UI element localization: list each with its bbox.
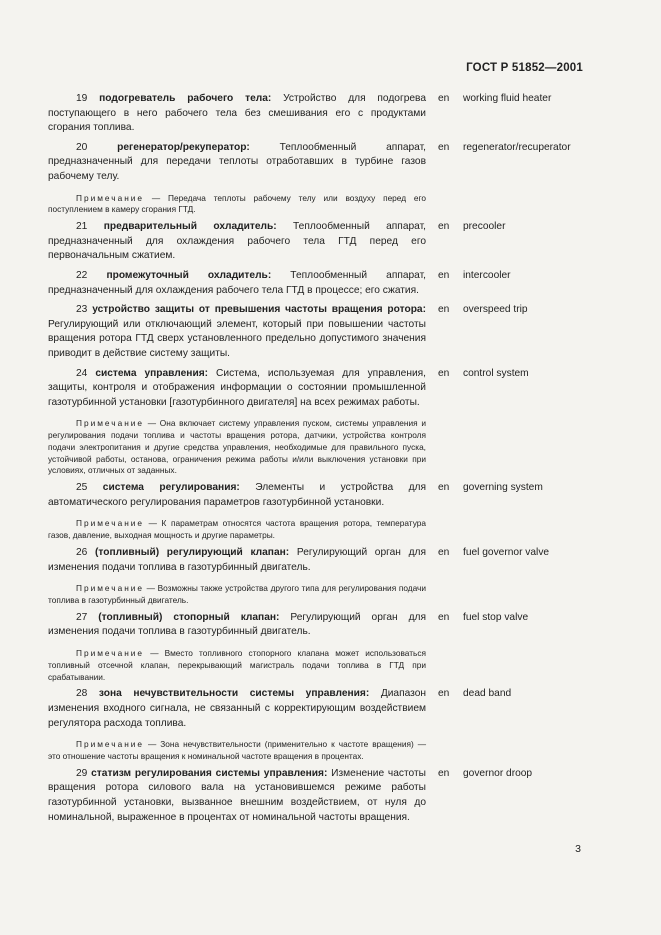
term-text: Регулирующий орган для изменения подачи топлива в газотурбинный двигатель.: [48, 611, 426, 638]
term-name: промежуточный охладитель:: [106, 269, 272, 281]
term-definition: [48, 611, 426, 640]
term-entry: [48, 546, 608, 575]
term-text: Теплообменный аппарат, предназначенный для охлаждения рабочего тела ГТД перед его первоначальным сжатием.: [48, 221, 426, 262]
term-definition: [48, 269, 426, 298]
language-code: en: [438, 141, 450, 153]
note-label: Примечание: [76, 192, 145, 203]
term-number: 27: [76, 611, 88, 623]
term-name: зона нечувствительности системы управления:: [98, 688, 370, 700]
terms-list: [48, 92, 608, 830]
term-name: регенератор/рекуператор:: [117, 141, 250, 153]
english-equivalent: intercooler: [463, 269, 511, 281]
note: [48, 583, 426, 607]
term-number: 22: [76, 269, 88, 281]
english-equivalent: governor droop: [463, 767, 533, 779]
term-number: 24: [76, 367, 88, 379]
term-entry: [48, 687, 608, 731]
english-equivalent: control system: [463, 367, 529, 379]
term-name: устройство защиты от превышения частоты вращения ротора:: [92, 304, 426, 316]
term-definition: [48, 367, 426, 411]
term-number: 28: [76, 688, 88, 700]
note-label: Примечание: [76, 418, 145, 429]
note-text: Вместо топливного стопорного клапана может использоваться топливный отсечной клапан, перекрывающий магистраль подачи топлива в ГТД при срабатывании.: [48, 648, 426, 682]
note-dash: —: [144, 739, 161, 750]
note-dash: —: [144, 648, 165, 659]
note-dash: —: [144, 518, 162, 529]
language-code: en: [438, 611, 450, 623]
note: [48, 518, 426, 542]
term-definition: [48, 220, 426, 264]
term-text: Элементы и устройства для автоматического регулирования параметров газотурбинной установки.: [48, 482, 426, 508]
term-definition: [48, 141, 426, 185]
language-code: en: [438, 93, 450, 104]
term-number: 19: [76, 93, 88, 104]
note: [48, 648, 426, 683]
document-header: ГОСТ Р 51852—2001: [466, 62, 583, 74]
note: [48, 418, 426, 477]
language-code: en: [438, 367, 450, 379]
term-entry: [48, 303, 608, 361]
note-text: Передача теплоты рабочему телу или воздуху перед его поступлением в камеру сгорания ГТД.: [48, 192, 426, 215]
term-name: (топливный) стопорный клапан:: [98, 611, 280, 623]
term-definition: [48, 303, 426, 361]
term-text: Регулирующий орган для изменения подачи топлива в газотурбинный двигатель.: [48, 547, 426, 573]
term-definition: [48, 92, 426, 136]
language-code: en: [438, 482, 450, 494]
term-name: предварительный охладитель:: [103, 221, 277, 233]
term-entry: [48, 220, 608, 264]
term-entry: [48, 367, 608, 411]
term-name: система управления:: [95, 367, 209, 379]
term-entry: [48, 611, 608, 640]
term-entry: [48, 767, 608, 825]
term-name: статизм регулирования системы управления:: [91, 767, 328, 779]
note-label: Примечание: [76, 518, 145, 529]
term-text: Изменение частоты вращения ротора силового вала на установившемся режиме работы газотурбинной установки, вызванное внешним воздействием, от нуля до номинальной, выраженное в процентах от номинальной частоты вращения.: [48, 767, 426, 823]
note-dash: —: [144, 583, 158, 594]
term-number: 20: [76, 141, 88, 153]
term-definition: [48, 767, 426, 825]
term-name: система регулирования:: [102, 482, 240, 494]
term-entry: [48, 92, 608, 136]
note-text: К параметрам относятся частота вращения ротора, температура газов, давление, выходная мощность и другие параметры.: [48, 518, 426, 541]
note-label: Примечание: [76, 739, 145, 750]
term-definition: [48, 481, 426, 510]
english-equivalent: overspeed trip: [463, 304, 528, 316]
term-name: (топливный) регулирующий клапан:: [95, 547, 290, 559]
english-equivalent: fuel stop valve: [463, 611, 529, 623]
term-text: Теплообменный аппарат, предназначенный для передачи теплоты отработавших в турбине газов рабочему телу.: [48, 141, 426, 182]
english-equivalent: fuel governor valve: [463, 547, 550, 559]
note-dash: —: [144, 192, 169, 203]
term-text: Теплообменный аппарат, предназначенный для охлаждения рабочего тела ГТД в процессе; его сжатия.: [48, 269, 426, 296]
term-definition: [48, 687, 426, 731]
note-text: Зона нечувствительности (применительно к частоте вращения) — это отношение частоты вращения к номинальной частоте вращения в процентах.: [48, 739, 426, 761]
english-equivalent: dead band: [463, 688, 512, 700]
english-equivalent: governing system: [463, 482, 543, 494]
term-text: Диапазон изменения входного сигнала, не связанный с корректирующим воздействием регулятора расхода топлива.: [48, 688, 426, 729]
note: [48, 739, 426, 763]
note-dash: —: [144, 418, 160, 429]
term-number: 29: [76, 767, 88, 779]
term-entry: [48, 269, 608, 298]
term-text: Устройство для подогрева поступающего в него рабочего тела без смешивания его с продуктами сгорания топлива.: [48, 93, 426, 134]
note: [48, 193, 426, 217]
page-number: 3: [575, 843, 581, 855]
note-text: Возможны также устройства другого типа для регулирования подачи топлива в газотурбинный двигатель.: [48, 583, 426, 606]
note-label: Примечание: [76, 648, 145, 659]
english-equivalent: regenerator/recuperator: [463, 141, 571, 153]
note-text: Она включает систему управления пуском, системы управления и регулирования подачи топлива и частоты вращения ротора, датчики, устройства контроля подачи электропитания и другие средства управления, необходимые для правильного пуска, устойчивой работы, останова, ограничения режима работы и/или выключения установки при условиях, отличных от заданных.: [48, 418, 426, 476]
language-code: en: [438, 221, 450, 233]
note-label: Примечание: [76, 583, 145, 594]
language-code: en: [438, 547, 450, 559]
english-equivalent: working fluid heater: [463, 93, 552, 104]
term-number: 21: [76, 221, 88, 233]
term-text: Система, используемая для управления, защиты, контроля и отображения информации о состоянии промышленной газотурбинной установки [газотурбинного двигателя] на всех режимах работы.: [48, 367, 426, 408]
language-code: en: [438, 269, 450, 281]
term-definition: [48, 546, 426, 575]
term-entry: [48, 141, 608, 185]
language-code: en: [438, 688, 450, 700]
term-name: подогреватель рабочего тела:: [99, 93, 272, 104]
term-text: Регулирующий или отключающий элемент, который при повышении частоты вращения ротора ГТД сверх установленного предельно допустимого значения приводит в действие систему защиты.: [48, 318, 426, 359]
english-equivalent: precooler: [463, 221, 506, 233]
term-entry: [48, 481, 608, 510]
language-code: en: [438, 767, 450, 779]
term-number: 25: [76, 482, 88, 494]
term-number: 23: [76, 304, 88, 316]
term-number: 26: [76, 547, 88, 559]
language-code: en: [438, 304, 450, 316]
